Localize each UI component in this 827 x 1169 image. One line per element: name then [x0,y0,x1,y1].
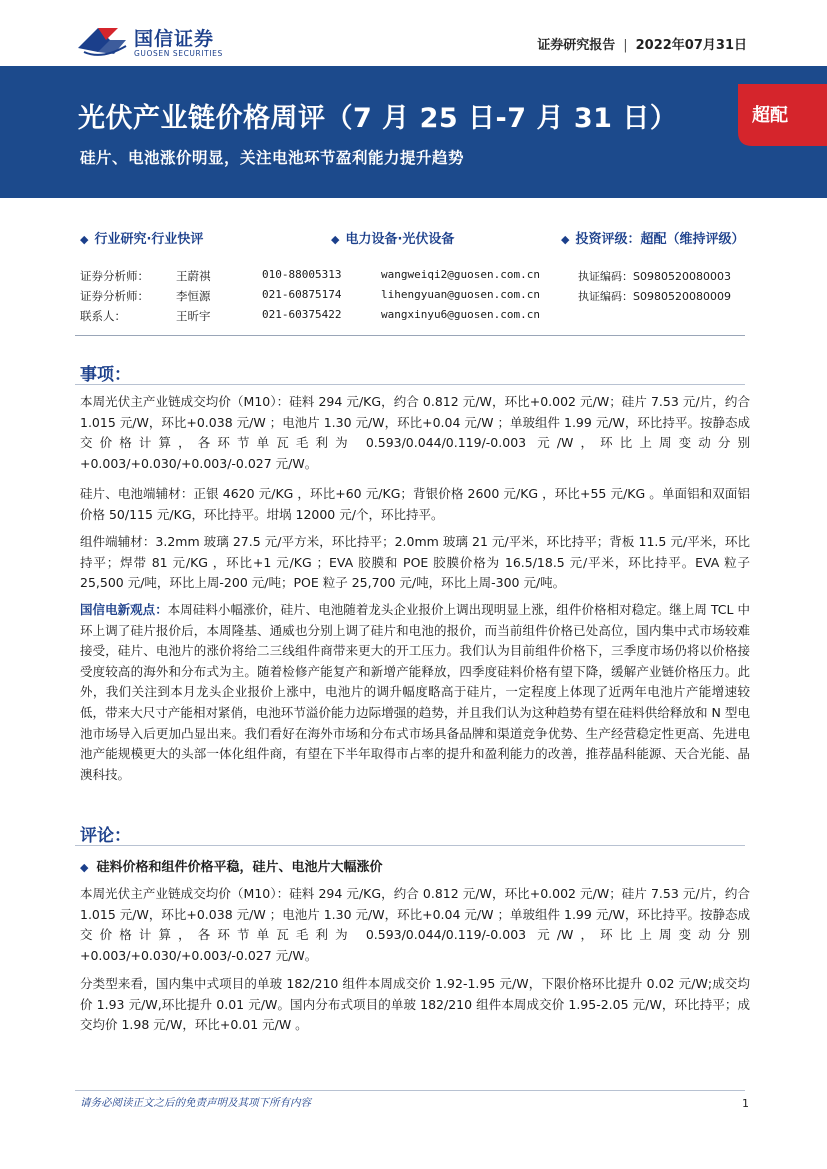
header-separator: | [623,38,628,53]
events-paragraph-prices: 本周光伏主产业链成交均价（M10）：硅料 294 元/KG，约合 0.812 元/W，环比+0.002 元/W；硅片 7.53 元/片，约合 1.015 元/W，环比+0.038 元/W ；电池片 1.30 元/W，环比+0.04 元/W ；单玻组件 1.99 元/W，环比持平。按静态成交价格计算，各环节单瓦毛利为 0.593/0.044/0.119/-0.003 元/W，环比上周变动分别+0.003/+0.030/+0.003/-0.027 元/W。 [80,394,750,471]
category-industry-research: ◆ 行业研究·行业快评 [80,232,204,247]
rating-tag: 超配 [752,105,788,126]
section-heading-events: 事项： [80,365,131,385]
divider [75,845,745,846]
comment-paragraph-module-types: 分类型来看，国内集中式项目的单玻 182/210 组件本周成交价 1.92-1.95 元/W，下限价格环比提升 0.02 元/W;成交均价 1.93 元/W,环比提升 0.01 元/W。国内分布式项目的单玻 182/210 组件本周成交价 1.95-2.05 元/W，环比持平；成交均价 1.98 元/W，环比+0.01 元/W 。 [80,976,750,1033]
report-title: 光伏产业链价格周评（7 月 25 日-7 月 31 日） [78,103,678,134]
guosen-view-label: 国信电新观点： [80,602,168,617]
section-heading-comment: 评论： [80,826,131,846]
comment-bullet-heading: ◆ 硅料价格和组件价格平稳，硅片、电池片大幅涨价 [80,860,383,875]
diamond-icon: ◆ [80,233,89,246]
report-type: 证券研究报告 [537,38,616,53]
report-meta [537,34,747,53]
analyst-email[interactable]: wangxinyu6@guosen.com.cn [381,308,540,321]
report-date: 2022年07月31日 [635,38,747,53]
footer-disclaimer: 请务必阅读正文之后的免责声明及其项下所有内容 [80,1097,311,1109]
analyst-email[interactable]: lihengyuan@guosen.com.cn [381,288,540,301]
divider [75,384,745,385]
events-paragraph-module-materials: 组件端辅材：3.2mm 玻璃 27.5 元/平方米，环比持平；2.0mm 玻璃 21 元/平米，环比持平；背板 11.5 元/平米，环比持平；焊带 81 元/KG ，环比+1 元/KG ；EVA 胶膜和 POE 胶膜价格为 16.5/18.5 元/平米，环比持平。EVA 粒子 25,500 元/吨，环比上周-200 元/吨；POE 粒子 25,700 元/吨，环比上周-300 元/吨。 [80,534,750,591]
analyst-row: 联系人： 王昕宇 021-60375422 wangxinyu6@guosen.com.cn [80,308,540,323]
diamond-icon: ◆ [561,233,570,246]
events-paragraph-cell-materials: 硅片、电池端辅材：正银 4620 元/KG ，环比+60 元/KG；背银价格 2600 元/KG ，环比+55 元/KG 。单面铝和双面铝价格 50/115 元/KG，环比持平。坩埚 12000 元/个，环比持平。 [80,486,750,522]
diamond-icon: ◆ [80,861,89,874]
company-logo [76,22,256,62]
title-banner [0,66,827,198]
guosen-logo-icon [76,22,130,58]
category-rating: ◆ 投资评级：超配（维持评级） [561,232,745,247]
category-sector: ◆ 电力设备·光伏设备 [331,232,455,247]
report-subtitle: 硅片、电池涨价明显，关注电池环节盈利能力提升趋势 [80,149,465,167]
diamond-icon: ◆ [331,233,340,246]
logo-english-name: GUOSEN SECURITIES [134,49,223,58]
footer-divider [75,1090,745,1091]
page-number: 1 [742,1097,749,1110]
comment-paragraph-prices: 本周光伏主产业链成交均价（M10）：硅料 294 元/KG，约合 0.812 元/W，环比+0.002 元/W；硅片 7.53 元/片，约合 1.015 元/W，环比+0.038 元/W ；电池片 1.30 元/W，环比+0.04 元/W ；单玻组件 1.99 元/W，环比持平。按静态成交价格计算，各环节单瓦毛利为 0.593/0.044/0.119/-0.003 元/W，环比上周变动分别+0.003/+0.030/+0.003/-0.027 元/W。 [80,886,750,963]
analyst-email[interactable]: wangweiqi2@guosen.com.cn [381,268,540,281]
divider [75,335,745,336]
analyst-row: 证券分析师： 李恒源 021-60875174 lihengyuan@guosen.com.cn 执证编码：S0980520080009 [80,288,731,303]
guosen-view-paragraph: 国信电新观点：本周硅料小幅涨价，硅片、电池随着龙头企业报价上调出现明显上涨，组件价格相对稳定。继上周 TCL 中环上调了硅片报价后，本周隆基、通威也分别上调了硅片和电池的报价，而当前组件价格已处高位，国内集中式市场较难接受，硅片、电池片的涨价将给二三线组件商带来更大的开工压力。我们认为目前组件价格下，三季度市场仍将以价格接受度较高的海外和分布式为主。随着检修产能复产和新增产能释放，四季度硅料价格有望下降，缓解产业链价格压力。此外，我们关注到本月龙头企业报价上涨中，电池片的调升幅度略高于硅片，一定程度上体现了近两年电池片产能增速较低，带来大尺寸产能相对紧俏，电池环节溢价能力边际增强的趋势，并且我们认为这种趋势有望在硅料供给释放和 N 型电池市场导入后更加凸显出来。我们看好在海外市场和分布式市场具备品牌和渠道竞争优势、生产经营稳定性更高、先进电池产能规模更大的头部一体化组件商，有望在下半年取得市占率的提升和盈利能力的改善，推荐晶科能源、天合光能、晶澳科技。 [80,602,750,782]
analyst-row: 证券分析师： 王蔚祺 010-88005313 wangweiqi2@guosen.com.cn 执证编码：S0980520080003 [80,268,731,283]
logo-chinese-name: 国信证券 [134,28,215,50]
